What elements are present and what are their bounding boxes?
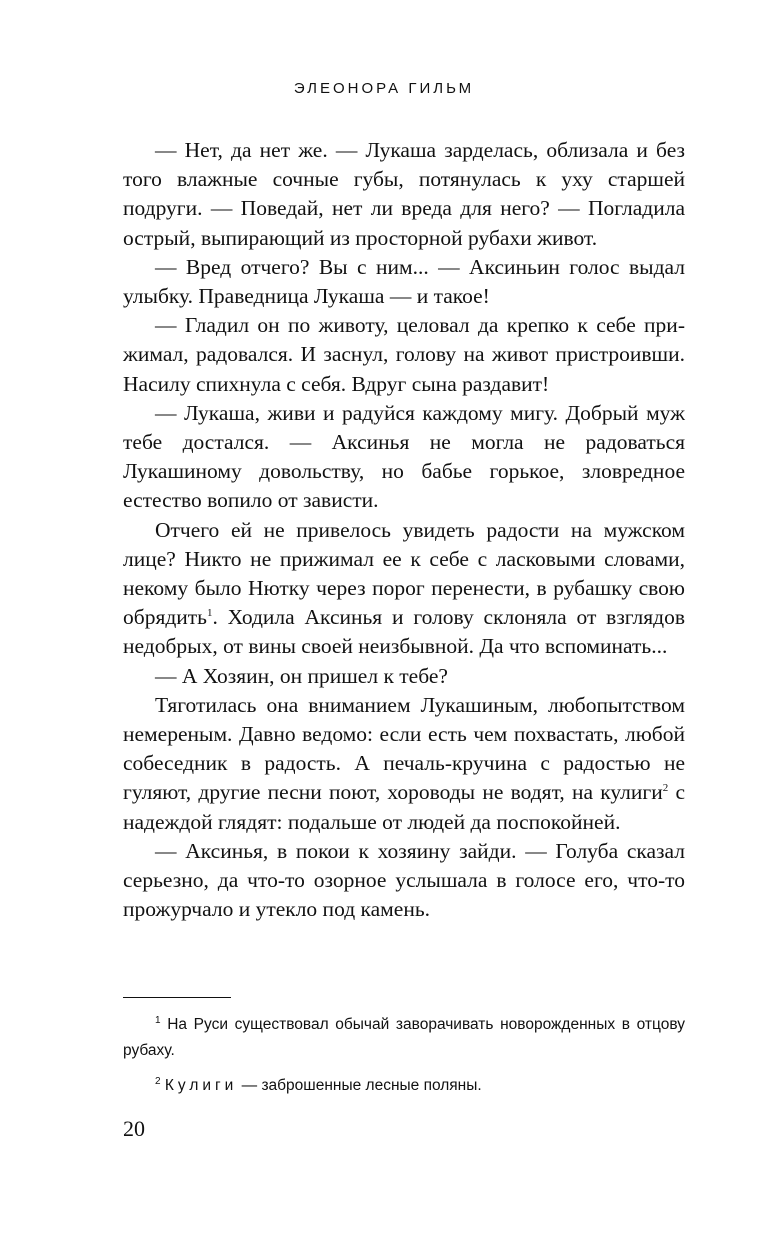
main-text xyxy=(123,136,685,924)
footnote-1-mark: 1 xyxy=(155,1014,161,1026)
running-header-author: ЭЛЕОНОРА ГИЛЬМ xyxy=(293,80,475,97)
paragraph-2: — Вред отчего? Вы с ним... — Аксиньин голос выдал улыбку. Праведница Лукаша — и такое! xyxy=(123,254,685,309)
paragraph-7 xyxy=(123,691,685,837)
footnote-2-mark: 2 xyxy=(155,1075,161,1087)
paragraph-1: — Нет, да нет же. — Лукаша зарделась, облизала и без того влажные сочные губы, потянулась к уху старшей подруги. — Поведай, нет ли вреда для него? — Погладила острый, выпирающий из просторной рубахи живот. xyxy=(123,138,685,250)
paragraph-7-text-b: с надеждой глядят: подальше от людей да поспокойней. xyxy=(123,780,685,834)
footnotes xyxy=(123,1012,685,1108)
footnote-2-text: — заброшенные лесные поляны. xyxy=(237,1077,482,1094)
paragraph-7-text-a: Тяготилась она вниманием Лукашиным, любопытством немереным. Давно ведомо: если есть чем похвастать, любой собеседник в радость. А печаль-кручина с радостью не гуляют, другие песни поют, хороводы не водят, на кулиги xyxy=(123,692,685,805)
paragraph-8: — Аксинья, в покои к хозяину зайди. — Голуба сказал серьезно, да что-то озорное услышала в голосе его, что-то прожурчало и утекло под камень. xyxy=(123,838,685,922)
paragraph-6: — А Хозяин, он пришел к тебе? xyxy=(155,663,448,688)
page-number: 20 xyxy=(123,1116,145,1141)
paragraph-5-text-a: Отчего ей не привелось увидеть радости на мужском лице? Никто не прижимал ее к себе с ласковыми словами, некому было Нютку через порог перенести, в рубашку свою обрядить xyxy=(123,517,685,630)
footnote-ref-1: 1 xyxy=(206,607,213,620)
footnote-ref-2: 2 xyxy=(662,782,669,795)
paragraph-3: — Гладил он по животу, целовал да крепко к себе прижимал, радовался. И заснул, голову на живот пристроивши. Насилу спихнула с себя. Вдруг сына раздавит! xyxy=(123,313,685,396)
footnote-2-term: Кулиги xyxy=(164,1077,238,1094)
footnote-divider xyxy=(123,997,231,998)
footnote-1 xyxy=(123,1012,685,1064)
paragraph-5-text-b: . Ходила Аксинья и голову склоняла от взглядов недобрых, от вины своей неизбывной. Да что вспоминать... xyxy=(123,605,685,659)
paragraph-5 xyxy=(123,516,685,662)
footnote-1-text: На Руси существовал обычай заворачивать новорожденных в отцову рубаху. xyxy=(123,1016,685,1059)
paragraph-4: — Лукаша, живи и радуйся каждому мигу. Добрый муж тебе достался. — Аксинья не могла не радоваться Лукашиному довольству, но бабье горькое, зловредное естество вопило от зависти. xyxy=(123,400,685,513)
footnote-2 xyxy=(123,1073,685,1099)
